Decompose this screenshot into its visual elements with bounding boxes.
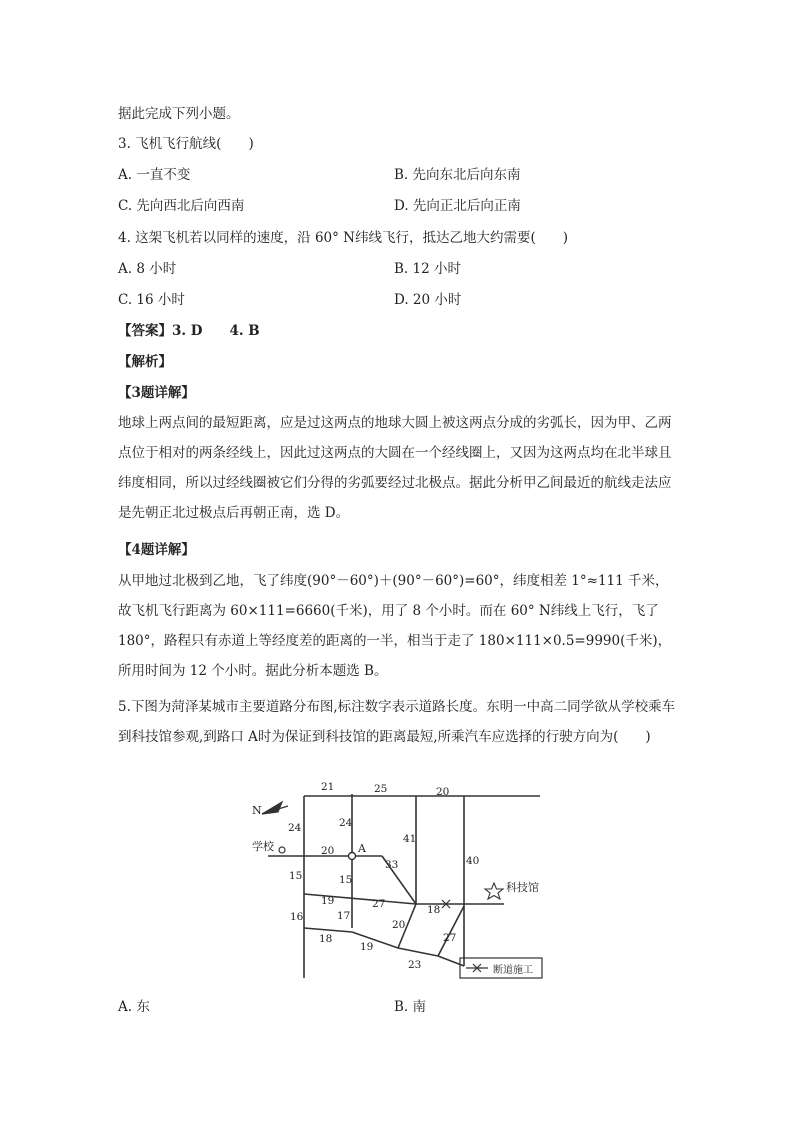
legend-label: 断道施工 [493, 965, 533, 976]
museum-star-icon [485, 883, 503, 899]
q4-stem: 4. 这架飞机若以同样的速度，沿 60° N纬线飞行，抵达乙地大约需要( ) [118, 230, 569, 246]
road-length: 27 [372, 898, 386, 910]
road-length: 17 [337, 910, 351, 922]
road-length: 20 [321, 845, 335, 857]
q5-stem: 5.下图为菏泽某城市主要道路分布图,标注数字表示道路长度。东明一中高二同学欲从学校乘车到科技馆参观,到路口 A时为保证到科技馆的距离最短,所乘汽车应选择的行驶方向为( ) [118, 699, 676, 745]
road-length: 18 [427, 904, 441, 916]
road-length: 19 [321, 895, 335, 907]
q4-option-c: C. 16 小时 [118, 292, 185, 308]
q4-detail-label: 【4题详解】 [118, 542, 195, 558]
road-length: 19 [360, 941, 374, 953]
road-length: 15 [289, 870, 303, 882]
junction-label: A [358, 842, 366, 855]
road-length: 24 [288, 822, 302, 834]
intro-text: 据此完成下列小题。 [118, 106, 240, 122]
road-length: 33 [385, 859, 399, 871]
q3-option-d: D. 先向正北后向正南 [394, 198, 521, 214]
q3-option-c: C. 先向西北后向西南 [118, 198, 245, 214]
school-label: 学校 [252, 840, 274, 853]
answer-line: 【答案】3. D 4. B [118, 323, 260, 339]
road-length: 25 [374, 783, 388, 795]
q3-option-a: A. 一直不变 [118, 167, 191, 183]
road-length: 41 [403, 833, 417, 845]
analysis-label: 【解析】 [118, 354, 172, 370]
q4-option-d: D. 20 小时 [394, 292, 462, 308]
q3-stem: 3. 飞机飞行航线( ) [118, 136, 254, 152]
road-length: 20 [392, 919, 406, 931]
road-length: 27 [443, 932, 457, 944]
q5-option-a: A. 东 [118, 999, 150, 1015]
q4-detail-text: 从甲地过北极到乙地，飞了纬度(90°－60°)＋(90°－60°)=60°，纬度相差 1°≈111 千米，故飞机飞行距离为 60×111=6660(千米)，用了 8 个小时。而在 60° N纬线上飞行，飞了 180°，路程只有赤道上等经度差的距离的一半，相当于走了 180×111×0.5=9990(千米)，所用时间为 12 个小时。据此分析本题选 B。 [118, 573, 672, 679]
road-length: 16 [290, 911, 304, 923]
road-length: 21 [321, 781, 335, 793]
road-map [248, 776, 548, 992]
q3-detail-text: 地球上两点间的最短距离，应是过这两点的地球大圆上被这两点分成的劣弧长，因为甲、乙两点位于相对的两条经线上，因此过这两点的大圆在一个经线圈上，又因为这两点均在北半球且纬度相同，所以过经线圈被它们分得的劣弧要经过北极点。据此分析甲乙间最近的航线走法应是先朝正北过极点后再朝正南，选 D。 [118, 415, 672, 521]
road-length: 18 [319, 933, 333, 945]
north-label: N [252, 804, 262, 817]
north-arrow-icon [262, 802, 288, 814]
q3-detail-label: 【3题详解】 [118, 385, 195, 401]
road-length: 40 [466, 855, 480, 867]
road-length: 24 [339, 817, 353, 829]
museum-label: 科技馆 [506, 881, 539, 894]
q4-option-b: B. 12 小时 [394, 261, 461, 277]
q5-option-b: B. 南 [394, 999, 427, 1015]
road-length: 15 [339, 874, 353, 886]
q4-option-a: A. 8 小时 [118, 261, 177, 277]
road-length: 20 [436, 786, 450, 798]
road-length: 23 [408, 959, 422, 971]
q3-option-b: B. 先向东北后向东南 [394, 167, 521, 183]
